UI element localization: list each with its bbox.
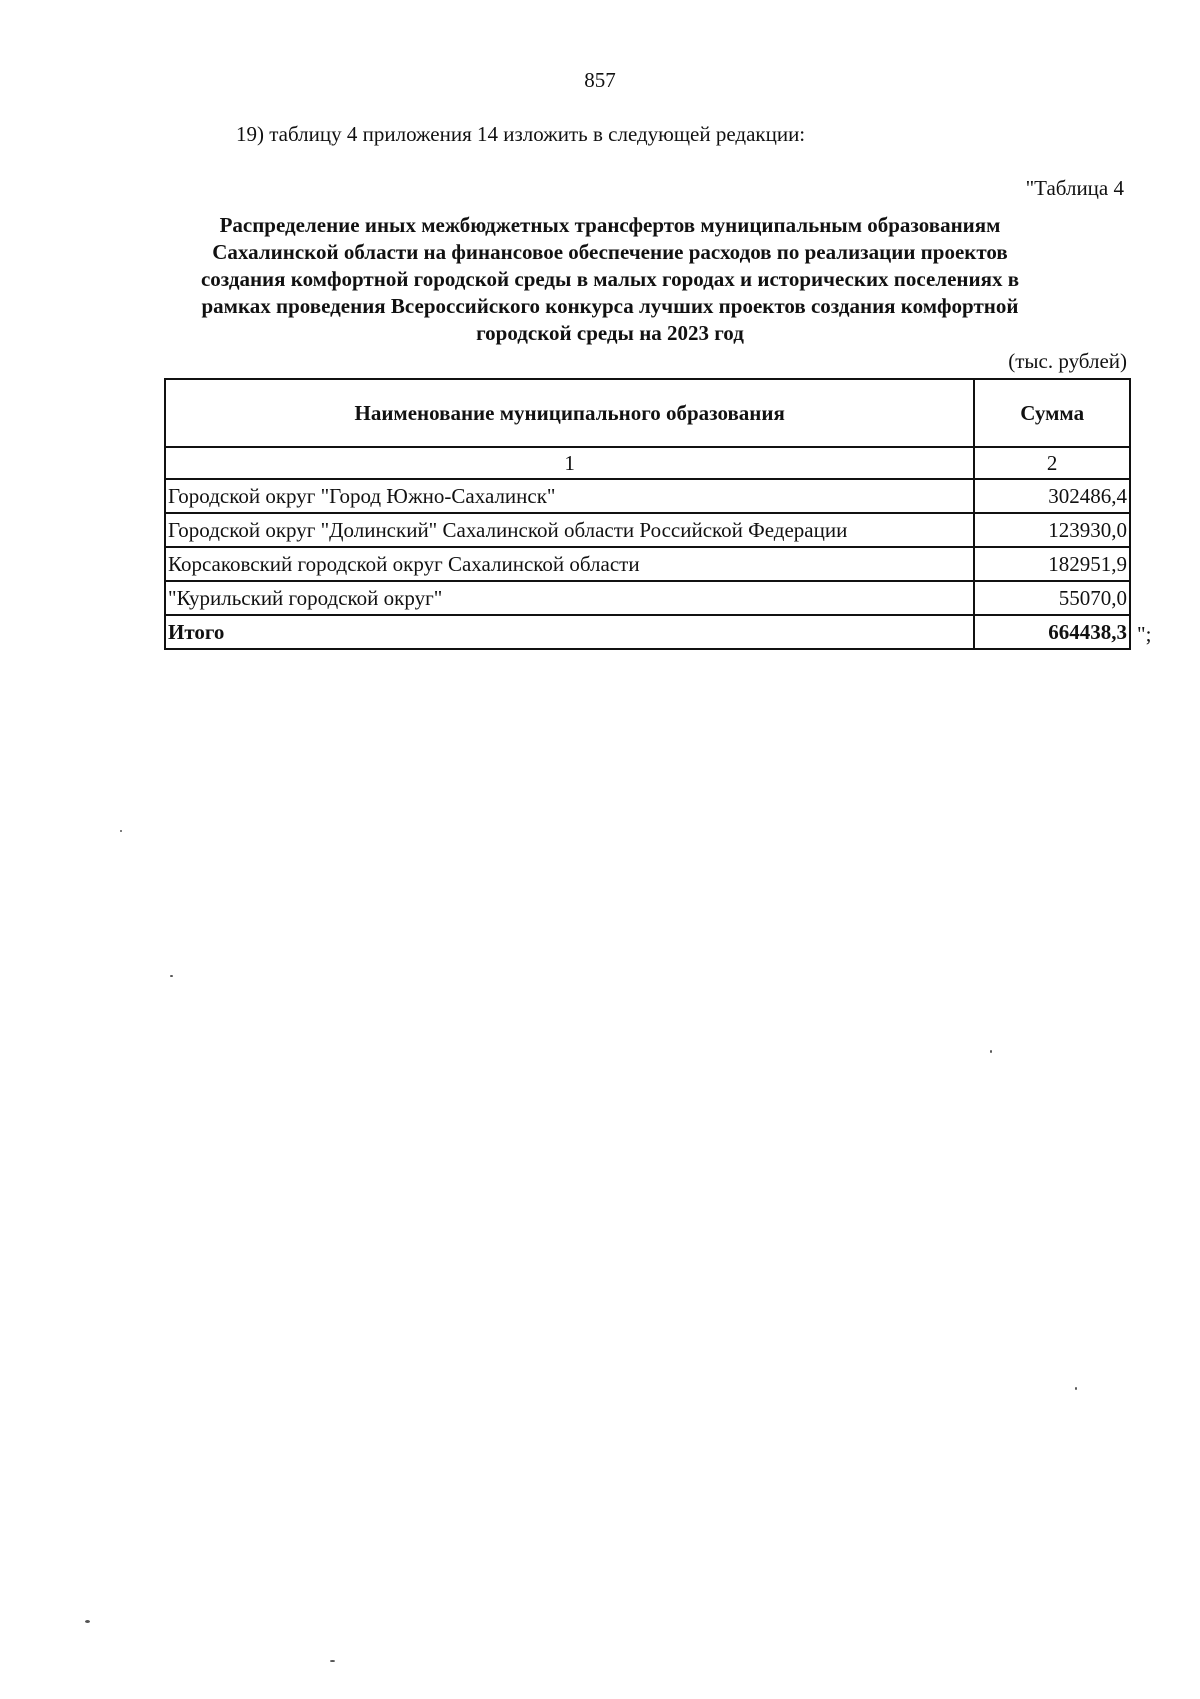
page-number: 857 [584,68,616,92]
row-name: "Курильский городской округ" [165,581,974,615]
scan-speck [330,1660,335,1662]
header-sum: Сумма [974,379,1130,447]
column-number-row [165,447,1130,479]
row-name: Корсаковский городской округ Сахалинской области [165,547,974,581]
scan-speck [120,830,122,832]
row-sum: 55070,0 [974,581,1130,615]
table-row [165,581,1130,615]
header-name: Наименование муниципального образования [165,379,974,447]
title-line: Распределение иных межбюджетных трансфертов муниципальным образованиям [219,213,1001,237]
column-number: 2 [974,447,1130,479]
instruction-text: 19) таблицу 4 приложения 14 изложить в следующей редакции: [236,122,806,146]
row-name: Городской округ "Долинский" Сахалинской области Российской Федерации [165,513,974,547]
closing-quote: "; [1137,622,1152,646]
scan-speck [85,1620,90,1623]
total-row [165,615,1130,649]
row-sum: 182951,9 [974,547,1130,581]
scan-speck [1075,1387,1077,1390]
column-number: 1 [165,447,974,479]
title-line: рамках проведения Всероссийского конкурса лучших проектов создания комфортной [201,294,1019,318]
row-sum: 302486,4 [974,479,1130,513]
units-label: (тыс. рублей) [1008,349,1127,373]
row-name: Городской округ "Город Южно-Сахалинск" [165,479,974,513]
scan-speck [170,975,173,977]
row-sum: 123930,0 [974,513,1130,547]
distribution-table [164,378,1131,650]
table-row [165,547,1130,581]
document-title [150,212,1070,347]
scan-speck [990,1050,992,1053]
table-label: "Таблица 4 [1025,176,1124,200]
title-line: городской среды на 2023 год [476,321,744,345]
table-header-row [165,379,1130,447]
table-row [165,479,1130,513]
total-sum: 664438,3 [974,615,1130,649]
table-row [165,513,1130,547]
total-label: Итого [165,615,974,649]
title-line: Сахалинской области на финансовое обеспечение расходов по реализации проектов [212,240,1008,264]
title-line: создания комфортной городской среды в малых городах и исторических поселениях в [200,267,1020,291]
